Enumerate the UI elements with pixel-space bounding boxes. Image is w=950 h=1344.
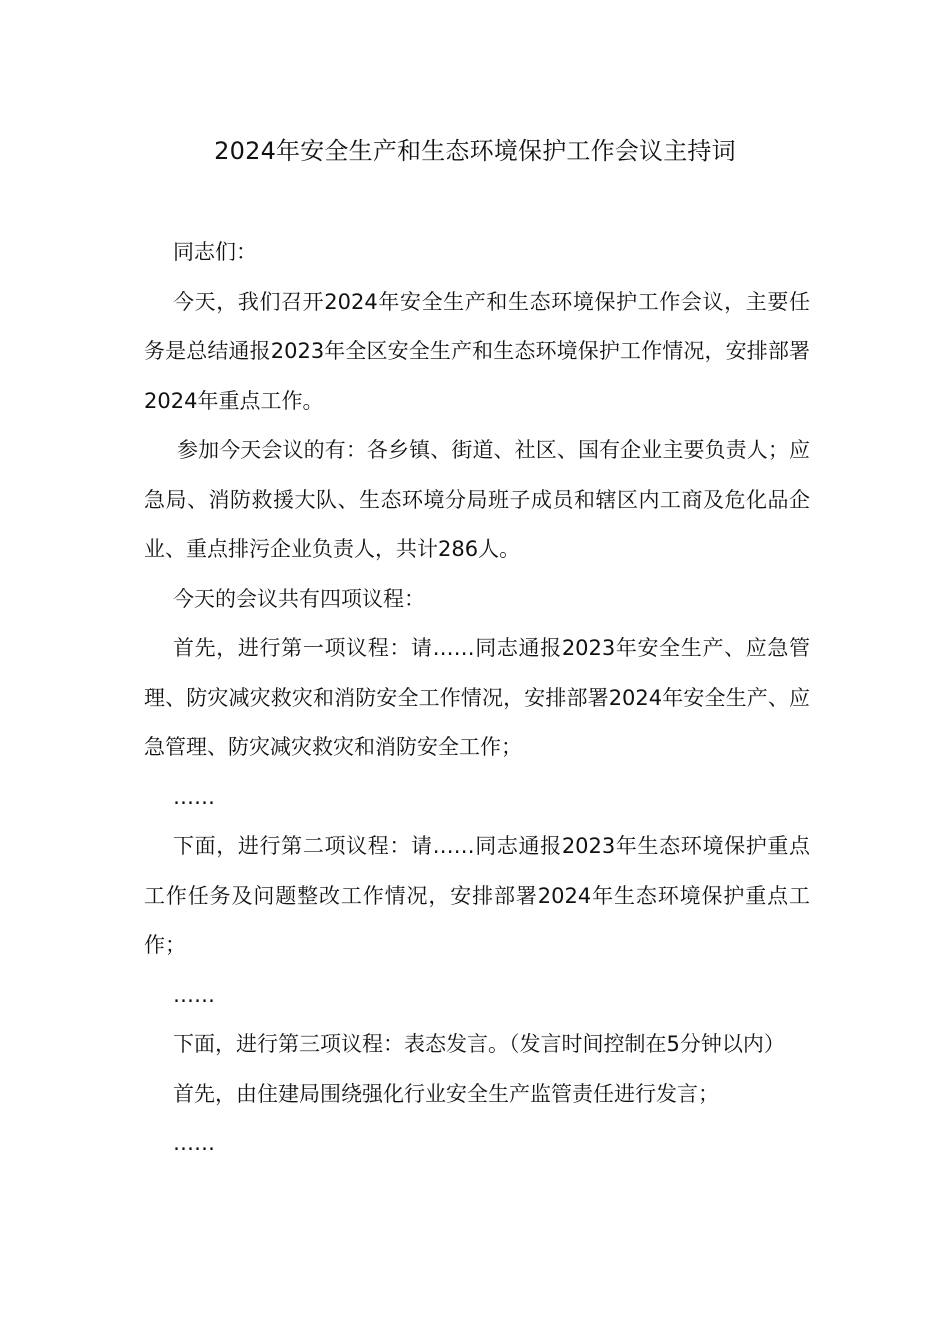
paragraph-agenda-item-3: 下面，进行第三项议程：表态发言。（发言时间控制在5分钟以内） <box>173 1032 785 1056</box>
paragraph-ellipsis: …… <box>173 1131 215 1155</box>
paragraph-ellipsis: …… <box>173 982 215 1007</box>
document-title: 2024年安全生产和生态环境保护工作会议主持词 <box>214 137 736 165</box>
paragraph-agenda-item-2: 下面，进行第二项议程：请……同志通报2023年生态环境保护重点工作任务及问题整改工作情况，安排部署2024年生态环境保护重点工作； <box>144 834 810 957</box>
paragraph-ellipsis: …… <box>173 784 215 809</box>
paragraph-agenda-item-1: 首先，进行第一项议程：请……同志通报2023年安全生产、应急管理、防灾减灾救灾和消防安全工作情况，安排部署2024年安全生产、应急管理、防灾减灾救灾和消防安全工作； <box>144 636 810 759</box>
paragraph-agenda-intro: 今天的会议共有四项议程： <box>173 586 425 611</box>
paragraph-attendees: 参加今天会议的有：各乡镇、街道、社区、国有企业主要负责人；应急局、消防救援大队、生态环境分局班子成员和辖区内工商及危化品企业、重点排污企业负责人，共计286人。 <box>144 438 810 561</box>
document-body <box>144 228 810 1169</box>
paragraph-speaker-1: 首先，由住建局围绕强化行业安全生产监管责任进行发言； <box>173 1081 719 1106</box>
paragraph-salutation: 同志们： <box>173 240 257 264</box>
paragraph-opening: 今天，我们召开2024年安全生产和生态环境保护工作会议，主要任务是总结通报2023年全区安全生产和生态环境保护工作情况，安排部署2024年重点工作。 <box>144 289 810 413</box>
